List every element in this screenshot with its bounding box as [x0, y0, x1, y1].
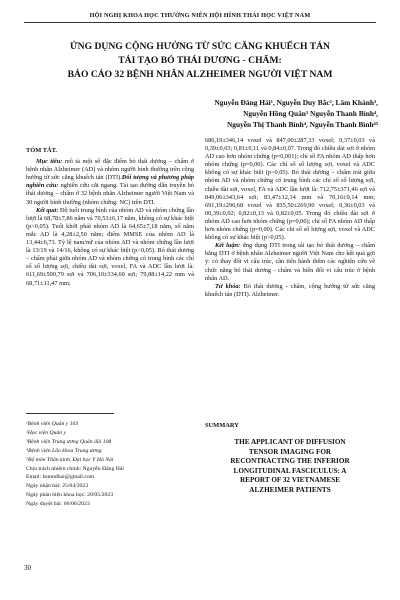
abstract-left-column — [26, 147, 194, 288]
received-date: Ngày nhận bài: 25/04/2023 — [26, 483, 89, 490]
review-date: Ngày phản biện khoa học: 20/05/2023 — [26, 492, 114, 499]
footnote-4: ⁴Bệnh viện Lão khoa Trung ương — [26, 447, 102, 454]
keywords-label: Từ khóa: — [215, 282, 241, 290]
title-line-2: TÁI TẠO BÓ THÁI DƯƠNG - CHẨM: — [118, 55, 282, 66]
english-title-line-1: THE APPLICANT OF DIFFUSION — [234, 438, 346, 447]
abstract-heading: TÓM TẮT. — [26, 147, 58, 154]
abstract-right-column — [205, 137, 375, 299]
english-summary — [205, 422, 375, 496]
title-line-3: BÁO CÁO 32 BỆNH NHÂN ALZHEIMER NGƯỜI VIỆT NAM — [67, 69, 333, 80]
email[interactable]: Email: bsnmdhai@gmail.com — [26, 474, 95, 481]
footnote-5: ⁵Bộ môn Thần kinh, Đại học Y Hà Nội — [26, 456, 114, 463]
objective-text: mô tả một số đặc điểm bó thái dương – chẩm ở bệnh nhân Alzheimer (AD) và nhóm người bình thường trên cộng hưởng từ sức căng khuếch tán (DTI). — [26, 158, 194, 182]
english-title-line-4: LONGITUDINAL FASCICULUS: A — [233, 466, 347, 475]
page-number: 30 — [24, 564, 31, 572]
objective-paragraph — [26, 158, 194, 207]
conclusion-label: Kết luận: — [215, 242, 241, 250]
header-divider — [24, 22, 376, 23]
author-line-2: Nguyễn Hồng Quân³ Nguyễn Thanh Bình⁴, — [243, 109, 378, 118]
corresponding-author: Chịu trách nhiệm chính: Nguyễn Đăng Hải — [26, 465, 124, 472]
english-title-line-3: RECONTRACTING THE INFERIOR — [230, 457, 350, 466]
footnote-divider — [26, 413, 114, 414]
article-title — [30, 40, 370, 82]
author-list — [78, 97, 378, 130]
author-line-3: Nguyễn Thị Thanh Bình⁴, Nguyễn Thanh Bình⁴⁵ — [226, 120, 378, 129]
methods-text: nghiên cứu cắt ngang. Tái tạo đường dẫn truyền bó thái dương – chẩm ở 32 bệnh nhân Alzheimer người Việt Nam và 30 người bình thường (nhóm chứng: NC) trên DTI. — [26, 182, 194, 206]
objective-label: Mục tiêu: — [36, 158, 63, 166]
conclusion-paragraph — [205, 242, 375, 282]
footnote-2: ²Học viện Quân y — [26, 429, 67, 436]
results-text: Độ tuổi trung bình của nhóm AD và nhóm chứng lần lượt là 68,78±7,86 năm và 70,53±6,17 năm, không có sự khác biệt (p>0,05). Tuổi khởi phát nhóm AD là 64,65±7,18 năm, số năm mắc AD là 4,28±2,50 năm; điểm MMSE của nhóm AD là 13,44±6,73. Tỷ lệ nam/nữ của nhóm AD và nhóm chứng lần lượt là 13/19 và 14/16, không có sự khác biệt (p>0,05). Bó thái dương – chẩm phải giữa nhóm AD và nhóm chứng có trung bình các chỉ số số lượng sợi, chiều dài sợi, voxel, FA và ADC lần lượt là: 611,69±500,79 sợi và 706,10±334,60 sợi; 79,88±14,22 mm và 68,71±11,47 mm; — [26, 206, 194, 287]
methods-label: Đối tượng và phương pháp nghiên cứu: — [26, 174, 194, 190]
english-title-line-5: REPORT OF 32 VIETNAMESE — [239, 476, 341, 485]
author-line-1: Nguyễn Đăng Hải¹, Nguyễn Duy Bắc², Lâm Khánh³, — [214, 98, 378, 107]
title-line-1: ỨNG DỤNG CỘNG HƯỞNG TỪ SỨC CĂNG KHUẾCH TÁN — [70, 41, 330, 52]
english-title-line-2: TENSOR IMAGING FOR — [248, 447, 332, 456]
english-title — [205, 438, 375, 496]
keywords-text: Bó thái dương - chẩm, cộng hưởng từ sức căng khuếch tán (DTI). Alzheimer. — [205, 282, 375, 298]
results-label: Kết quả: — [36, 206, 59, 214]
conclusion-text: ứng dụng DTI trong tái tạo bó thái dương – chẩm bằng DTI ở bệnh nhân Alzheimer người Việt Nam cho kết quả gợi ý: có thay đổi vi cấu trúc, cần tiến hành thêm các nghiên cứu về chức năng bó thái dương - chẩm và biến đổi vi cấu trúc ở bệnh nhân AD. — [205, 242, 375, 282]
keywords-paragraph — [205, 283, 375, 299]
footnote-1: ¹Bệnh viện Quân y 103 — [26, 421, 79, 427]
footnotes — [26, 420, 194, 509]
accepted-date: Ngày duyệt bài: 06/06/2023 — [26, 501, 90, 508]
footnote-3: ³Bệnh viện Trung ương Quân đội 108 — [26, 438, 112, 445]
results-continued: 686,19±346,14 voxel và 847,00±287,33 voxel; 0,37±0,03 và 0,39±0,03; 0,81±0,11 và 0,84±0,07. Trong đó chiều dài sợi ở nhóm AD cao hơn nhóm chứng (p=0,001); chỉ số FA nhóm AD thấp hơn nhóm chứng (p=0,00). Các chỉ số số lượng sợi, voxel và ADC không có sự khác biệt (p>0,05). Bó thái dương – chẩm trái giữa nhóm AD và nhóm chứng có trung bình các chỉ số số lượng sợi, chiều dài sợi, voxel, FA và ADC lần lượt là: 712,75±371,46 sợi và 849,06±343,64 sợi; 83,47±12,14 mm và 70,16±9,14 mm; 691,19±296,68 voxel và 835,50±269,90 voxel; 0,36±0,03 và 00,39±0,02; 0,82±0,13 và 0,82±0,05. Trong đó chiều dài sợi ở nhóm AD cao hơn nhóm chứng (p=0,00); chỉ số FA nhóm AD thấp hơn nhóm chứng (p=0,00). Các chỉ số số lượng sợi, voxel và ADC không có sự khác biệt (p>0,05). — [205, 137, 375, 242]
summary-heading: SUMMARY — [205, 422, 239, 429]
results-paragraph — [26, 207, 194, 288]
running-header: HỘI NGHỊ KHOA HỌC THƯỜNG NIÊN HỘI HÌNH THÁI HỌC VIỆT NAM — [89, 12, 311, 19]
english-title-line-6: ALZHEIMER PATIENTS — [249, 486, 331, 495]
